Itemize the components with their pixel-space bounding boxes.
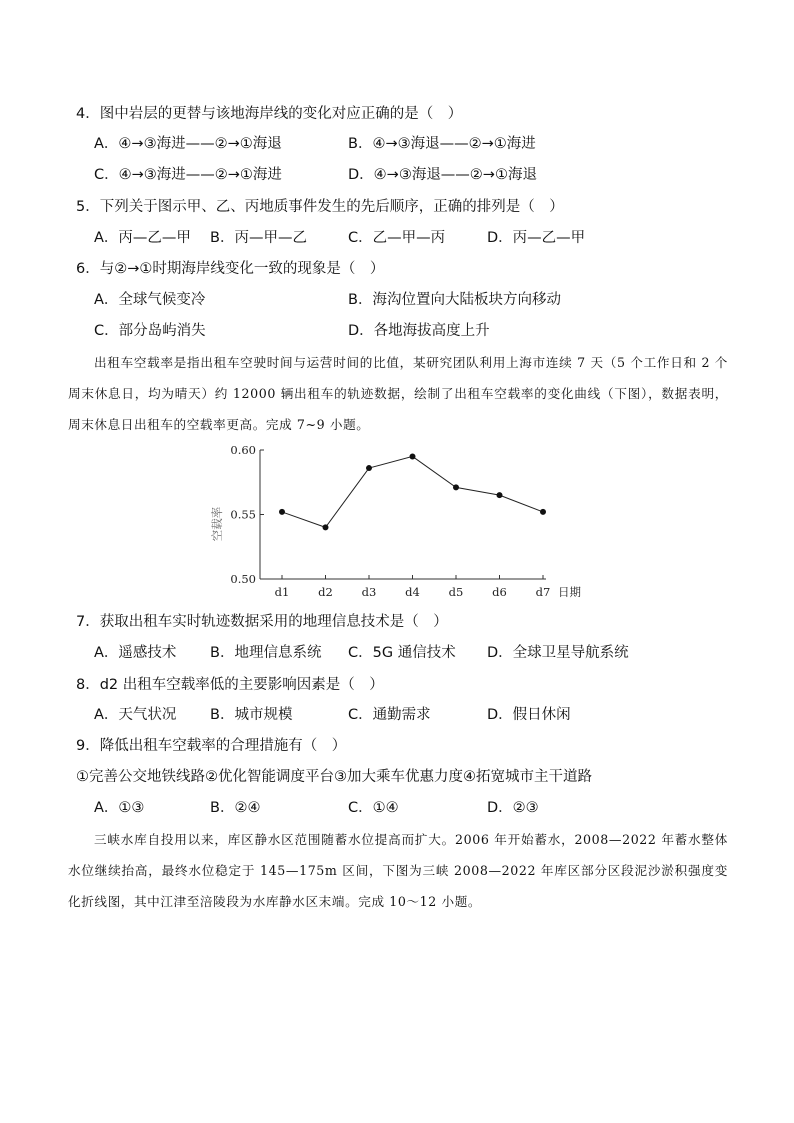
q5-option-b: B．丙—甲—乙 (210, 230, 307, 246)
data-point (323, 524, 329, 530)
q6-option-c: C．部分岛屿消失 (94, 323, 206, 339)
q9-option-d: D．②③ (487, 800, 539, 816)
q8-stem: 8．d2 出租车空载率低的主要影响因素是（ ） (76, 677, 384, 693)
series-line (282, 456, 543, 527)
y-tick-label: 0.50 (230, 572, 256, 586)
q4-option-a: A．④→③海进——②→①海退 (94, 136, 282, 152)
q7-option-a: A．遥感技术 (94, 645, 177, 661)
q7-stem: 7．获取出租车实时轨迹数据采用的地理信息技术是（ ） (76, 614, 448, 630)
q9-stem: 9．降低出租车空载率的合理措施有（ ） (76, 738, 347, 754)
x-tick-label: d3 (361, 585, 377, 599)
x-tick-label: d4 (405, 585, 420, 599)
q5-option-a: A．丙—乙—甲 (94, 230, 191, 246)
q6-option-d: D．各地海拔高度上升 (348, 323, 490, 339)
q5-option-c: C．乙—甲—丙 (348, 230, 446, 246)
x-tick-label: d5 (448, 585, 464, 599)
data-point (410, 453, 416, 459)
q7-option-d: D．全球卫星导航系统 (487, 645, 629, 661)
q6-stem: 6．与②→①时期海岸线变化一致的现象是（ ） (76, 261, 385, 277)
passage-taxi: 出租车空载率是指出租车空驶时间与运营时间的比值，某研究团队利用上海市连续 7 天（5 个工作日和 2 个周末休息日，均为晴天）约 12000 辆出租车的轨迹数据，绘制了出租车空载率的变化曲线（下图），数据表明，周末休息日出租车的空载率更高。完成 7~9 小题。 (68, 355, 728, 432)
q4-option-b: B．④→③海退——②→①海进 (348, 136, 536, 152)
y-axis-label: 空载率 (210, 506, 224, 542)
x-axis-label: 日期 (558, 585, 581, 599)
q5-stem: 5．下列关于图示甲、乙、丙地质事件发生的先后顺序，正确的排列是（ ） (76, 199, 564, 215)
x-tick-label: d2 (318, 585, 333, 599)
q6-option-b: B．海沟位置向大陆板块方向移动 (348, 292, 561, 308)
q7-option-b: B．地理信息系统 (210, 645, 322, 661)
empty-rate-chart (200, 436, 600, 606)
x-tick-label: d7 (535, 585, 551, 599)
q8-option-c: C．通勤需求 (348, 707, 431, 723)
q4-option-c: C．④→③海进——②→①海进 (94, 167, 282, 183)
data-point (366, 465, 372, 471)
data-point (279, 509, 285, 515)
q4-stem: 4．图中岩层的更替与该地海岸线的变化对应正确的是（ ） (76, 106, 463, 122)
q4-option-d: D．④→③海退——②→①海退 (348, 167, 537, 183)
x-tick-label: d6 (492, 585, 507, 599)
y-tick-label: 0.55 (230, 507, 256, 522)
passage-reservoir: 三峡水库自投用以来，库区静水区范围随蓄水位提高而扩大。2006 年开始蓄水，2008—2022 年蓄水整体水位继续抬高，最终水位稳定于 145—175m 区间，下图为三峡 2008—2022 年库区部分区段泥沙淤积强度变化折线图，其中江津至涪陵段为水库静水区末端。完成 10～12 小题。 (68, 832, 728, 909)
q7-option-c: C．5G 通信技术 (348, 645, 456, 661)
q6-option-a: A．全球气候变冷 (94, 292, 206, 308)
q5-option-d: D．丙—乙—甲 (487, 230, 586, 246)
q8-option-d: D．假日休闲 (487, 707, 571, 723)
data-point (540, 509, 546, 515)
q9-option-a: A．①③ (94, 800, 145, 816)
q8-option-a: A．天气状况 (94, 707, 177, 723)
data-point (497, 492, 503, 498)
q9-measures: ①完善公交地铁线路②优化智能调度平台③加大乘车优惠力度④拓宽城市主干道路 (76, 769, 592, 785)
q8-option-b: B．城市规模 (210, 707, 293, 723)
x-tick-label: d1 (274, 585, 290, 599)
data-point (453, 484, 459, 490)
y-tick-label: 0.60 (230, 443, 256, 457)
q9-option-c: C．①④ (348, 800, 399, 816)
q9-option-b: B．②④ (210, 800, 261, 816)
